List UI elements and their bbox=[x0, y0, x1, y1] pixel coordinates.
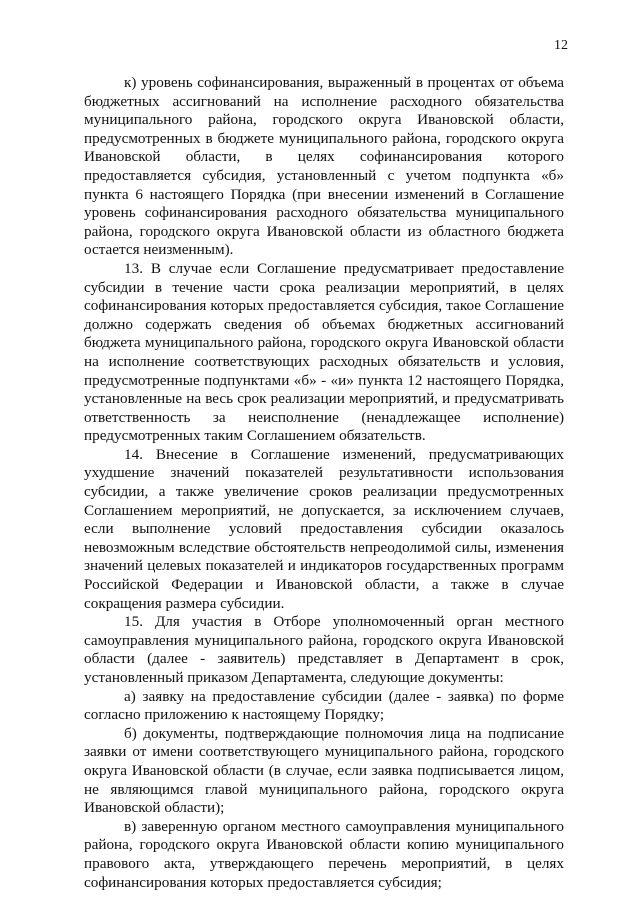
paragraph-k-cofinancing-level: к) уровень софинансирования, выраженный в процентах от объема бюджетных ассигнований на исполнение расходного обязательства муниципального района, городского округа Ивановской области, предусмотренных в бюджете муниципального района, городского округа Ивановской области, в целях софинансирования которого предоставляется субсидия, установленный с учетом подпункта «б» пункта 6 настоящего Порядка (при внесении изменений в Соглашение уровень софинансирования расходного обязательства муниципального района, городского округа Ивановской области из областного бюджета остается неизменным). bbox=[84, 74, 564, 259]
paragraph-15: 15. Для участия в Отборе уполномоченный орган местного самоуправления муниципального района, городского округа Ивановской области (далее - заявитель) представляет в Департамент в срок, установленный приказом Департамента, следующие документы: bbox=[84, 613, 564, 686]
document-body bbox=[84, 74, 564, 892]
list-item-v: в) заверенную органом местного самоуправления муниципального района, городского округа Ивановской области копию муниципального правового акта, утверждающего перечень мероприятий, в целях софинансирования которых предоставляется субсидия; bbox=[84, 817, 564, 891]
list-item-b: б) документы, подтверждающие полномочия лица на подписание заявки от имени соответствующего муниципального района, городского округа Ивановской области (в случае, если заявка подписывается лицом, не являющимся главой муниципального района, городского округа Ивановской области); bbox=[84, 724, 564, 817]
list-item-a: а) заявку на предоставление субсидии (далее - заявка) по форме согласно приложению к настоящему Порядку; bbox=[84, 687, 564, 724]
paragraph-14: 14. Внесение в Соглашение изменений, предусматривающих ухудшение значений показателей результативности использования субсидии, а также увеличение сроков реализации предусмотренных Соглашением мероприятий, не допускается, за исключением случаев, если выполнение условий предоставления субсидии оказалось невозможным вследствие обстоятельств непреодолимой силы, изменения значений целевых показателей и индикаторов государственных программ Российской Федерации и Ивановской области, а также в случае сокращения размера субсидии. bbox=[84, 445, 564, 612]
paragraph-13: 13. В случае если Соглашение предусматривает предоставление субсидии в течение части срока реализации мероприятий, в целях софинансирования которых предоставляется субсидия, такое Соглашение должно содержать сведения об объемах бюджетных ассигнований бюджета муниципального района, городского округа Ивановской области на исполнение соответствующих расходных обязательств и условия, предусмотренные подпунктами «б» - «и» пункта 12 настоящего Порядка, установленные на весь срок реализации мероприятий, и предусматривать ответственность за неисполнение (ненадлежащее исполнение) предусмотренных таким Соглашением обязательств. bbox=[84, 259, 564, 445]
page-number: 12 bbox=[554, 38, 568, 53]
